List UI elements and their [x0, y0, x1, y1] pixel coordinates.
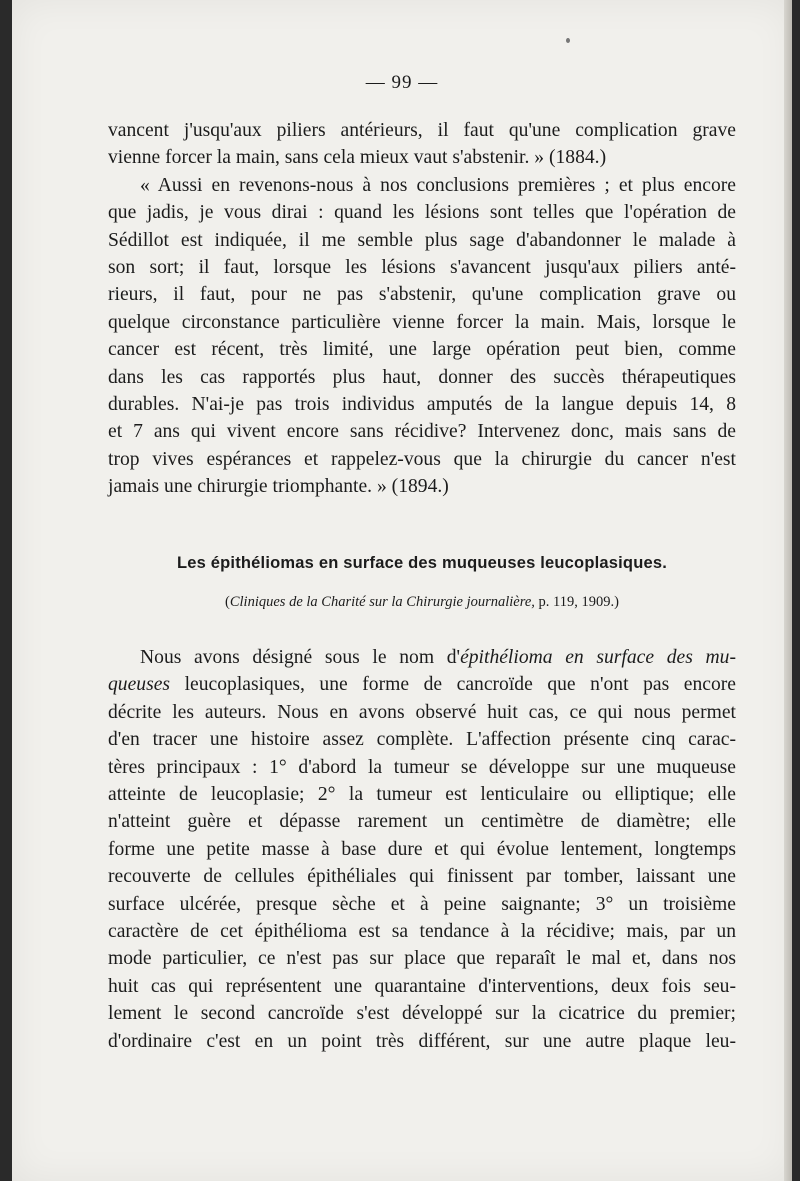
text-line: caractère de cet épithélioma est sa tendance à la récidive; mais, par un	[108, 921, 736, 943]
source-details: p. 119, 1909.	[538, 594, 615, 610]
text-line: cancer est récent, très limité, une large opération peut bien, comme	[108, 339, 736, 361]
text-line: atteinte de leucoplasie; 2° la tumeur est lenticulaire ou elliptique; elle	[108, 784, 736, 806]
paragraph-quote	[108, 117, 736, 501]
source-citation: (Cliniques de la Charité sur la Chirurgie journalière, p. 119, 1909.)	[225, 594, 619, 610]
text-line: son sort; il faut, lorsque les lésions s'avancent jusqu'aux piliers anté-	[108, 257, 736, 279]
text-line: d'en tracer une histoire assez complète. L'affection présente cinq carac-	[108, 729, 736, 751]
text-line: vienne forcer la main, sans cela mieux vaut s'abstenir. » (1884.)	[108, 147, 607, 169]
text-line-second	[108, 671, 736, 698]
text-line: forme une petite masse à base dure et qui évolue lentement, longtemps	[108, 838, 736, 860]
text-line: trop vives espérances et rappelez-vous que la chirurgie du cancer n'est	[108, 448, 736, 470]
text-line: Sédillot est indiquée, il me semble plus sage d'abandonner le malade à	[108, 229, 736, 251]
text-line: dans les cas rapportés plus haut, donner des succès thérapeutiques	[108, 366, 736, 388]
text-line: durables. N'ai-je pas trois individus amputés de la langue depuis 14, 8	[108, 394, 736, 416]
text-line: tères principaux : 1° d'abord la tumeur se développe sur une muqueuse	[108, 756, 736, 778]
book-page	[12, 0, 792, 1181]
text-line: mode particulier, ce n'est pas sur place que reparaît le mal et, dans nos	[108, 948, 736, 970]
text-fragment: leucoplasiques, une forme de cancroïde que n'ont pas encore	[170, 674, 736, 696]
text-line: d'ordinaire c'est en un point très différent, sur une autre plaque leu-	[108, 1030, 736, 1052]
text-line: vancent j'usqu'aux piliers antérieurs, il faut qu'une complication grave	[108, 120, 736, 141]
text-line: lement le second cancroïde s'est développé sur la cicatrice du premier;	[108, 1003, 736, 1025]
text-line: rieurs, il faut, pour ne pas s'abstenir, qu'une complication grave ou	[108, 284, 736, 306]
text-line: surface ulcérée, presque sèche et à peine saignante; 3° un troisième	[108, 893, 736, 915]
paragraph-body	[108, 644, 736, 1055]
text-line: n'atteint guère et dépasse rarement un centimètre de diamètre; elle	[108, 811, 736, 833]
italic-term: épithélioma en surface des mu-	[460, 647, 736, 668]
text-line: que jadis, je vous dirai : quand les lésions sont telles que l'opération de	[108, 202, 736, 224]
page-edge-shadow	[784, 0, 792, 1181]
text-line: et 7 ans qui vivent encore sans récidive? Intervenez donc, mais sans de	[108, 421, 736, 443]
section-heading: Les épithéliomas en surface des muqueuses leucoplasiques.	[176, 554, 668, 572]
page-number: — 99 —	[365, 72, 439, 93]
text-line: recouverte de cellules épithéliales qui finissent par tomber, laissant une	[108, 866, 736, 888]
text-line: « Aussi en revenons-nous à nos conclusions premières ; et plus encore	[140, 174, 736, 196]
ink-speck	[566, 38, 570, 43]
text-fragment: Nous avons désigné sous le nom d'	[140, 647, 461, 668]
italic-term: queuses	[108, 674, 171, 696]
text-line: jamais une chirurgie triomphante. » (1894.)	[108, 476, 449, 498]
text-line-first	[108, 644, 736, 671]
text-line: quelque circonstance particulière vienne forcer la main. Mais, lorsque le	[108, 311, 736, 333]
source-title: Cliniques de la Charité sur la Chirurgie journalière,	[229, 594, 535, 610]
text-line: huit cas qui représentent une quarantaine d'interventions, deux fois seu-	[108, 975, 736, 997]
text-line: décrite les auteurs. Nous en avons observé huit cas, ce qui nous permet	[108, 701, 736, 723]
